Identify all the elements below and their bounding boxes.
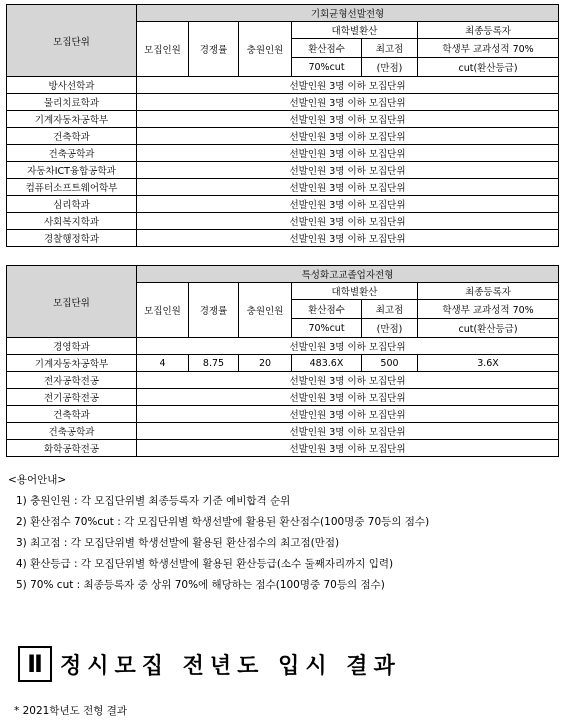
table-row — [7, 230, 559, 247]
track-title: 특성화고교졸업자전형 — [137, 266, 559, 283]
row-unit: 전자공학전공 — [7, 372, 137, 389]
section-heading — [18, 646, 401, 682]
glossary — [8, 470, 429, 596]
table-row — [7, 145, 559, 162]
header-final-sub2: cut(환산등급) — [418, 58, 559, 77]
table-row — [7, 355, 559, 372]
row-filled: 20 — [239, 355, 292, 372]
row-note: 선발인원 3명 이하 모집단위 — [137, 338, 559, 355]
row-note: 선발인원 3명 이하 모집단위 — [137, 162, 559, 179]
header-max-score-sub: (만점) — [362, 319, 418, 338]
row-note: 선발인원 3명 이하 모집단위 — [137, 94, 559, 111]
row-note: 선발인원 3명 이하 모집단위 — [137, 372, 559, 389]
glossary-item: 4) 환산등급 : 각 모집단위별 학생선발에 활용된 환산등급(소수 둘째자리까지 입력) — [16, 558, 394, 570]
row-note: 선발인원 3명 이하 모집단위 — [137, 423, 559, 440]
header-quota: 모집인원 — [137, 22, 189, 77]
header-final-enrollee: 최종등록자 — [418, 22, 559, 39]
header-max-score-sub: (만점) — [362, 58, 418, 77]
header-conv-group: 대학별환산 — [292, 283, 418, 300]
table-row — [7, 372, 559, 389]
row-unit: 기계자동차공학부 — [7, 355, 137, 372]
table-row — [7, 213, 559, 230]
table-row — [7, 196, 559, 213]
section-number: Ⅱ — [18, 646, 52, 682]
header-competition: 경쟁률 — [189, 283, 239, 338]
row-unit: 방사선학과 — [7, 77, 137, 94]
row-unit: 건축학과 — [7, 128, 137, 145]
glossary-item: 1) 충원인원 : 각 모집단위별 최종등록자 기준 예비합격 순위 — [16, 495, 291, 507]
row-unit: 전기공학전공 — [7, 389, 137, 406]
header-competition: 경쟁률 — [189, 22, 239, 77]
row-note: 선발인원 3명 이하 모집단위 — [137, 230, 559, 247]
row-note: 선발인원 3명 이하 모집단위 — [137, 440, 559, 457]
row-grade: 3.6X — [418, 355, 559, 372]
row-unit: 자동차ICT융합공학과 — [7, 162, 137, 179]
admission-table-vocational — [6, 265, 559, 457]
section-title: 정시모집 전년도 입시 결과 — [60, 653, 401, 679]
header-unit: 모집단위 — [7, 5, 137, 77]
row-note: 선발인원 3명 이하 모집단위 — [137, 128, 559, 145]
header-max-score: 최고점 — [362, 300, 418, 319]
row-unit: 심리학과 — [7, 196, 137, 213]
row-competition: 8.75 — [189, 355, 239, 372]
row-unit: 건축공학과 — [7, 423, 137, 440]
row-unit: 건축공학과 — [7, 145, 137, 162]
header-final-enrollee: 최종등록자 — [418, 283, 559, 300]
row-unit: 경찰행정학과 — [7, 230, 137, 247]
admission-table-opportunity — [6, 4, 559, 247]
table-row — [7, 440, 559, 457]
table-row — [7, 406, 559, 423]
header-quota: 모집인원 — [137, 283, 189, 338]
row-max: 500 — [362, 355, 418, 372]
table-row — [7, 94, 559, 111]
table-row — [7, 162, 559, 179]
header-final-sub1: 학생부 교과성적 70% — [418, 300, 559, 319]
header-conv-score-sub: 70%cut — [292, 319, 362, 338]
table-row — [7, 423, 559, 440]
row-note: 선발인원 3명 이하 모집단위 — [137, 179, 559, 196]
table-row — [7, 111, 559, 128]
row-unit: 건축학과 — [7, 406, 137, 423]
header-conv-group: 대학별환산 — [292, 22, 418, 39]
header-max-score: 최고점 — [362, 39, 418, 58]
row-note: 선발인원 3명 이하 모집단위 — [137, 145, 559, 162]
result-note: * 2021학년도 전형 결과 — [14, 705, 127, 717]
table-row — [7, 179, 559, 196]
header-conv-score-sub: 70%cut — [292, 58, 362, 77]
header-filled: 충원인원 — [239, 22, 292, 77]
glossary-item: 3) 최고점 : 각 모집단위별 학생선발에 활용된 환산점수의 최고점(만점) — [16, 537, 340, 549]
table-row — [7, 128, 559, 145]
row-unit: 화학공학전공 — [7, 440, 137, 457]
row-note: 선발인원 3명 이하 모집단위 — [137, 406, 559, 423]
row-unit: 기계자동차공학부 — [7, 111, 137, 128]
glossary-item: 2) 환산점수 70%cut : 각 모집단위별 학생선발에 활용된 환산점수(100명중 70등의 점수) — [16, 516, 430, 528]
header-filled: 충원인원 — [239, 283, 292, 338]
row-note: 선발인원 3명 이하 모집단위 — [137, 111, 559, 128]
header-final-sub2: cut(환산등급) — [418, 319, 559, 338]
row-note: 선발인원 3명 이하 모집단위 — [137, 77, 559, 94]
row-unit: 사회복지학과 — [7, 213, 137, 230]
row-quota: 4 — [137, 355, 189, 372]
track-title: 기회균형선발전형 — [137, 5, 559, 22]
row-note: 선발인원 3명 이하 모집단위 — [137, 196, 559, 213]
row-unit: 물리치료학과 — [7, 94, 137, 111]
table-row — [7, 389, 559, 406]
header-final-sub1: 학생부 교과성적 70% — [418, 39, 559, 58]
header-conv-score: 환산점수 — [292, 300, 362, 319]
row-note: 선발인원 3명 이하 모집단위 — [137, 213, 559, 230]
row-unit: 컴퓨터소프트웨어학부 — [7, 179, 137, 196]
glossary-heading: <용어안내> — [8, 474, 67, 486]
row-score: 483.6X — [292, 355, 362, 372]
glossary-item: 5) 70% cut : 최종등록자 중 상위 70%에 해당하는 점수(100명중 70등의 점수) — [16, 579, 385, 591]
row-note: 선발인원 3명 이하 모집단위 — [137, 389, 559, 406]
row-unit: 경영학과 — [7, 338, 137, 355]
header-unit: 모집단위 — [7, 266, 137, 338]
table-row — [7, 77, 559, 94]
header-conv-score: 환산점수 — [292, 39, 362, 58]
table-row — [7, 338, 559, 355]
